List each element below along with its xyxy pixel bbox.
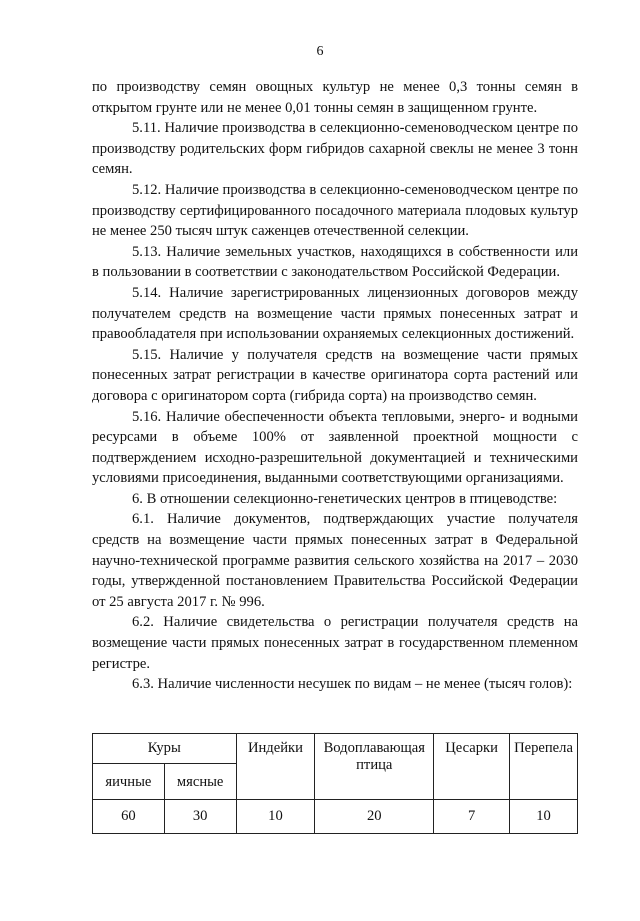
paragraph: 6.3. Наличие численности несушек по видам – не менее (тысяч голов): [132,676,573,693]
header-tsesarki: Цесарки [434,734,510,800]
paragraph: по производству семян овощных культур не менее 0,3 тонны семян в открытом грунте или не менее 0,01 тонны семян в защищенном грунте. [92,79,578,116]
page-number: 6 [316,44,324,59]
header-yaichnye: яичные [93,764,165,800]
poultry-quota-table [92,733,578,834]
header-myasnye: мясные [164,764,236,800]
header-vodoplav: Водоплавающая птица [315,734,434,800]
header-kury: Куры [93,734,237,764]
value-perepela: 10 [510,800,578,834]
header-indeyki: Индейки [236,734,315,800]
paragraph: 5.16. Наличие обеспеченности объекта тепловыми, энерго- и водными ресурсами в объеме 100% от заявленной проектной мощности с подтверждением исходно-разрешительной документацией и техническими условиями присоединения, выданными соответствующими организациями. [92,408,578,487]
value-yaichnye: 60 [93,800,165,834]
value-indeyki: 10 [236,800,315,834]
paragraph: 5.13. Наличие земельных участков, находящихся в собственности или в пользовании в соответствии с законодательством Российской Федерации. [92,243,578,281]
paragraph: 6.1. Наличие документов, подтверждающих участие получателя средств на возмещение части прямых понесенных затрат в Федеральной научно-технической программе развития сельского хозяйства на 2017 – 2030 годы, утвержденной постановлением Правительства Российской Федерации от 25 августа 2017 г. № 996. [92,511,578,610]
document-body [92,77,578,695]
value-myasnye: 30 [164,800,236,834]
header-perepela: Перепела [510,734,578,800]
table-row [93,800,578,834]
paragraph: 5.14. Наличие зарегистрированных лицензионных договоров между получателем средств на возмещение части прямых понесенных затрат и правообладателя при использовании охраняемых селекционных достижений. [92,284,578,343]
paragraph: 6.2. Наличие свидетельства о регистрации получателя средств на возмещение части прямых понесенных затрат в государственном племенном регистре. [92,614,578,672]
value-vodoplav: 20 [315,800,434,834]
paragraph: 5.15. Наличие у получателя средств на возмещение части прямых понесенных затрат регистрации в качестве оригинатора сорта растений или договора с оригинатором сорта (гибрида сорта) на производство семян. [92,346,578,404]
table-header-row [93,734,578,764]
paragraph: 6. В отношении селекционно-генетических центров в птицеводстве: [132,490,558,507]
paragraph: 5.12. Наличие производства в селекционно-семеноводческом центре по производству сертифицированного посадочного материала плодовых культур не менее 250 тысяч штук саженцев отечественной селекции. [92,181,578,240]
value-tsesarki: 7 [434,800,510,834]
paragraph: 5.11. Наличие производства в селекционно-семеноводческом центре по производству родительских форм гибридов сахарной свеклы не менее 3 тонн семян. [92,120,578,178]
